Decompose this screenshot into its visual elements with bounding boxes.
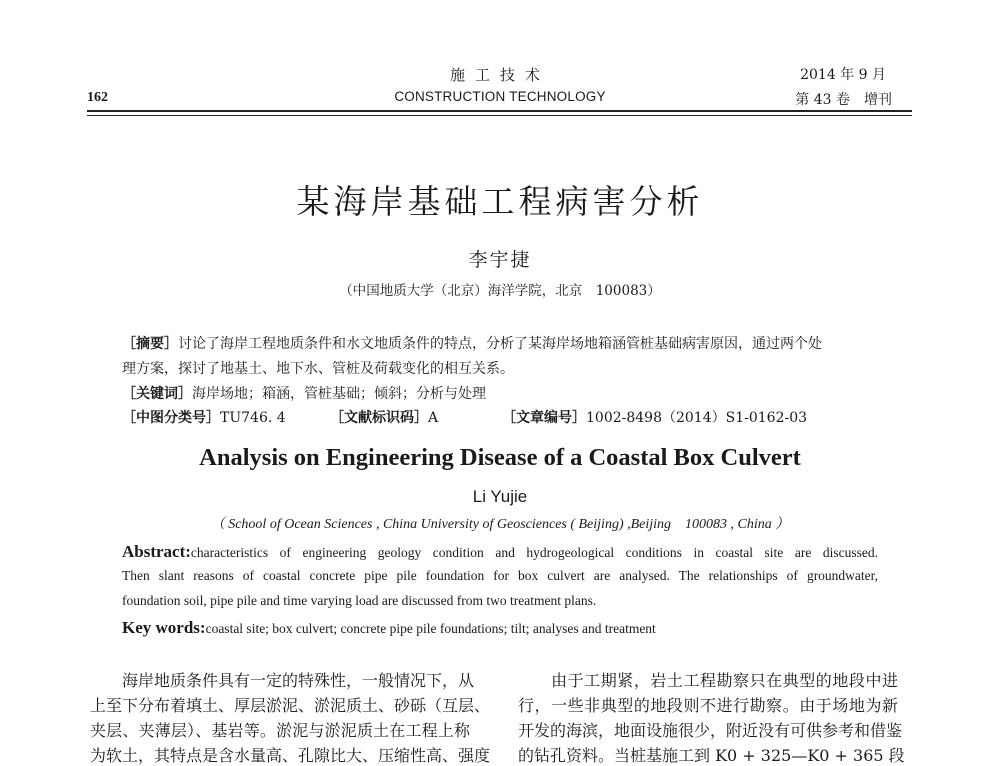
document-code-value: A (428, 410, 439, 426)
keywords-cn-label: ［关键词］ (122, 386, 192, 402)
abstract-cn-text-2: 理方案，探讨了地基土、地下水、管桩及荷载变化的相互关系。 (122, 361, 514, 377)
body-right-line: 由于工期紧，岩土工程勘察只在典型的地段中进 (518, 671, 898, 690)
page-number: 162 (87, 90, 108, 105)
clc-label: ［中图分类号］ (122, 410, 220, 426)
body-right-line: 行，一些非典型的地段则不进行勘察。由于场地为新 (518, 696, 898, 715)
body-right-line: 开发的海滨，地面设施很少，附近没有可供参考和借鉴 (518, 721, 903, 740)
author-cn: 李宇捷 (468, 249, 532, 271)
journal-title-en: CONSTRUCTION TECHNOLOGY (394, 89, 606, 104)
abstract-en (122, 542, 878, 562)
header-rule-thin (87, 115, 912, 116)
article-number (502, 407, 807, 427)
article-number-value: 1002-8498（2014）S1-0162-03 (586, 410, 808, 426)
article-title-cn: 某海岸基础工程病害分析 (296, 182, 704, 221)
document-code-label: ［文献标识码］ (330, 410, 428, 426)
abstract-en-text-3: foundation soil, pipe pile and time varying load are discussed from two treatment plans. (122, 593, 597, 608)
clc-value: TU746. 4 (220, 410, 286, 426)
keywords-cn-text: 海岸场地；箱涵，管桩基础；倾斜；分析与处理 (192, 386, 486, 402)
article-number-label: ［文章编号］ (502, 410, 586, 426)
document-code (330, 407, 438, 427)
abstract-cn-cont (122, 358, 514, 378)
body-left-line: 为软土，其特点是含水量高、孔隙比大、压缩性高、强度 (90, 746, 491, 765)
abstract-en-text-2: Then slant reasons of coastal concrete pipe pile foundation for box culvert are analysed. The relationships of groundwater, (122, 568, 878, 583)
abstract-en-label: Abstract: (122, 542, 191, 561)
keywords-cn (122, 383, 486, 403)
body-left-line: 夹层、夹薄层）、基岩等。淤泥与淤泥质土在工程上称 (90, 721, 470, 740)
keywords-en (122, 618, 878, 638)
abstract-cn-text-1: 讨论了海岸工程地质条件和水文地质条件的特点，分析了某海岸场地箱涵管桩基础病害原因，通过两个处 (178, 336, 822, 352)
body-left-line: 海岸地质条件具有一定的特殊性，一般情况下，从 (90, 671, 475, 690)
issue-date: 2014 年 9 月 (800, 67, 886, 83)
keywords-en-text: coastal site; box culvert; concrete pipe pile foundations; tilt; analyses and treatment (205, 621, 656, 636)
author-en: Li Yujie (472, 487, 528, 506)
journal-title-cn: 施工技术 (449, 66, 550, 84)
affiliation-en: （ School of Ocean Sciences , China University of Geosciences ( Beijing) ,Beijing 100083 , China ） (210, 517, 790, 532)
body-right-line: 的钻孔资料。当桩基施工到 K0 + 325—K0 + 365 段 (518, 746, 905, 765)
abstract-en-text-1: characteristics of engineering geology condition and hydrogeological conditions in coastal site are discussed. (190, 545, 878, 560)
abstract-cn (122, 333, 822, 353)
clc-number (122, 407, 286, 427)
abstract-en-cont-2 (122, 593, 878, 609)
abstract-cn-label: ［摘要］ (122, 336, 178, 352)
header-rule-thick (87, 110, 912, 112)
keywords-en-label: Key words: (122, 618, 206, 637)
affiliation-cn: （中国地质大学（北京）海洋学院，北京 100083） (339, 283, 661, 299)
article-title-en: Analysis on Engineering Disease of a Coastal Box Culvert (199, 444, 801, 471)
body-left-line: 上至下分布着填土、厚层淤泥、淤泥质土、砂砾（互层、 (90, 696, 491, 715)
volume-issue: 第 43 卷 增刊 (795, 92, 892, 108)
abstract-en-cont-1 (122, 568, 878, 584)
